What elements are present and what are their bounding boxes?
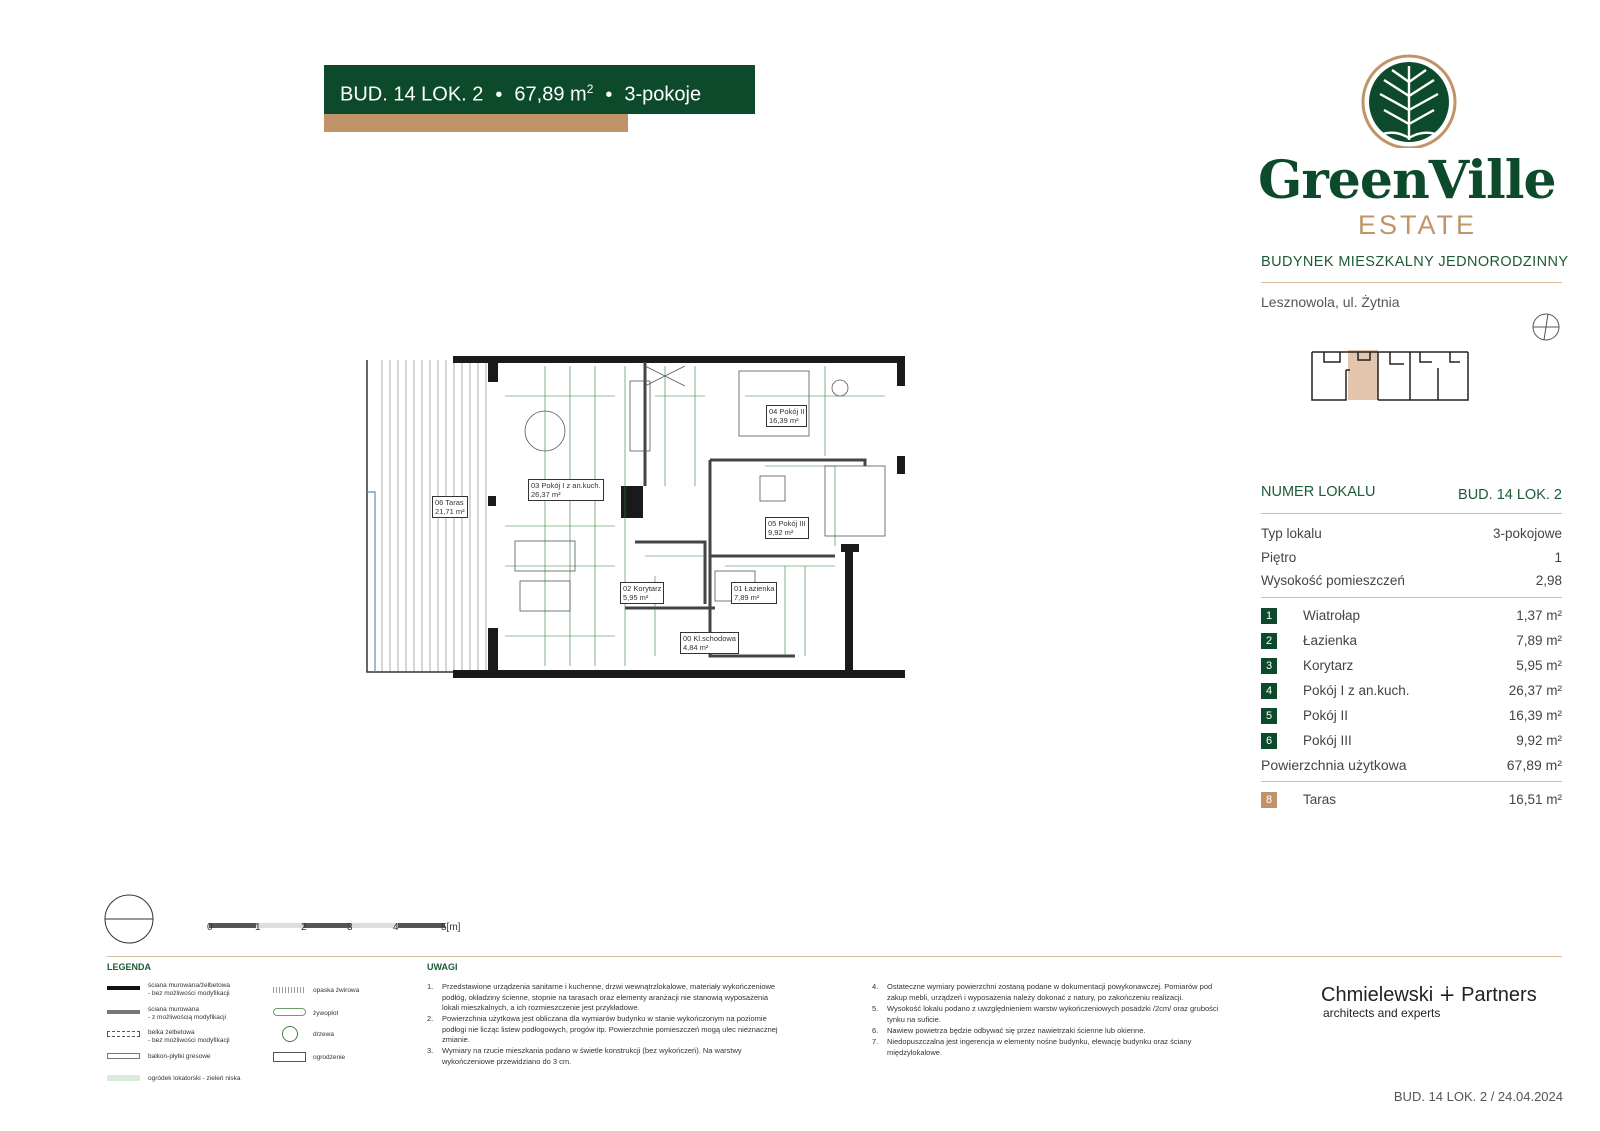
prop-label: Wysokość pomieszczeń — [1261, 573, 1405, 588]
plan-room-area: 7,89 m² — [734, 593, 760, 602]
prop-label: Piętro — [1261, 550, 1297, 565]
compass-icon — [1531, 312, 1561, 342]
room-name: Pokój III — [1303, 733, 1352, 748]
legend-swatch-fence — [273, 1052, 306, 1062]
room-name: Pokój I z an.kuch. — [1303, 683, 1410, 698]
divider — [1261, 513, 1562, 514]
banner-rooms: 3-pokoje — [624, 83, 702, 106]
scale-bar — [209, 923, 445, 928]
divider — [1261, 282, 1562, 283]
room-name: Wiatrołap — [1303, 608, 1361, 623]
room-area: 16,51 m² — [1508, 792, 1562, 807]
note-text: Nawiew powietrza będzie odbywać się przez nawietrzaki ścienne lub okienne. — [887, 1026, 1146, 1035]
total-value: 67,89 m² — [1506, 757, 1562, 773]
room-number: 1 — [1261, 608, 1277, 624]
plan-room-name: 05 Pokój III — [768, 519, 806, 528]
total-row — [1261, 757, 1562, 779]
banner-area: 67,89 m — [514, 83, 587, 106]
room-number: 3 — [1261, 658, 1277, 674]
legend-item: drzewa — [313, 1031, 334, 1038]
room-area: 16,39 m² — [1508, 708, 1562, 723]
legend-item: belka żelbetowa - bez możliwości modyfikacji — [148, 1029, 230, 1044]
plan-label-taras — [432, 496, 468, 518]
tree-logo-icon — [1356, 52, 1462, 148]
note-text: Ostateczne wymiary powierzchni zostaną podane w dokumentacji powykonawczej. Pomiarów pod zakup mebli, urządzeń i wyposażenia należy dokonać z natury, po zakończeniu realizacji. — [887, 982, 1213, 1002]
north-arrow-icon — [103, 893, 155, 945]
legend-item: ogrodzenie — [313, 1054, 346, 1061]
legend-swatch-balcony — [107, 1053, 140, 1059]
scale-tick: 0 — [207, 922, 213, 933]
legend-item: ogródek lokatorski - zieleń niska — [148, 1075, 241, 1082]
legend-swatch-beam — [107, 1031, 140, 1037]
tree-icon — [282, 1026, 298, 1042]
banner-unit: BUD. 14 LOK. 2 — [340, 83, 484, 106]
architect-name: Chmielewski ∔ Partners — [1321, 984, 1537, 1006]
plan-label-klatka — [680, 632, 739, 654]
legend-item: ściana murowana/żelbetowa - bez możliwości modyfikacji — [148, 982, 231, 997]
room-name: Korytarz — [1303, 658, 1354, 673]
plan-label-pokoj-1 — [528, 479, 604, 501]
scale-tick: 3 — [347, 922, 353, 933]
legend-swatch-wall — [107, 986, 140, 990]
plan-room-area: 5,95 m² — [623, 593, 649, 602]
prop-value: 3-pokojowe — [1492, 526, 1562, 541]
room-number: 2 — [1261, 633, 1277, 649]
scale-tick: 2 — [301, 922, 307, 933]
scale-tick: 4 — [393, 922, 399, 933]
legend-swatch-gravel — [273, 987, 306, 993]
total-label: Powierzchnia użytkowa — [1261, 757, 1407, 773]
room-number: 5 — [1261, 708, 1277, 724]
note-text: Powierzchnia użytkowa jest obliczana dla wymiarów budynku w stanie wykończonym na poziomie podłogi nie licząc listew podłogowych, progów itp. Powierzchnie pomieszczeń mogą ulec nieznacznej zmianie. — [442, 1014, 778, 1044]
room-number: 6 — [1261, 733, 1277, 749]
divider — [1261, 781, 1562, 782]
room-area: 26,37 m² — [1508, 683, 1562, 698]
room-row — [1261, 633, 1562, 655]
address: Lesznowola, ul. Żytnia — [1261, 294, 1400, 310]
room-number: 8 — [1261, 792, 1277, 808]
room-row — [1261, 658, 1562, 680]
architect-sub: architects and experts — [1323, 1006, 1441, 1020]
notes-title: UWAGI — [427, 962, 458, 972]
scale-tick: 1 — [255, 922, 261, 933]
plan-room-area: 9,92 m² — [768, 528, 794, 537]
terrace-row — [1261, 792, 1562, 814]
scale-tick: 5[m] — [441, 922, 461, 933]
plan-room-area: 16,39 m² — [769, 416, 799, 425]
plan-room-name: 00 Kl.schodowa — [683, 634, 736, 643]
prop-value: 2,98 — [1535, 573, 1562, 588]
brand-name: GreenVille — [1258, 150, 1556, 211]
room-area: 5,95 m² — [1516, 658, 1562, 673]
note-number: 3. — [427, 1046, 434, 1055]
note-number: 7. — [872, 1037, 879, 1046]
building-type: BUDYNEK MIESZKALNY JEDNORODZINNY — [1261, 254, 1569, 270]
plan-room-area: 21,71 m² — [435, 507, 465, 516]
legend-swatch-wall-mod — [107, 1010, 140, 1014]
note-text: Przedstawione urządzenia sanitarne i kuchenne, drzwi wewnątrzlokalowe, materiały wykończeniowe podłóg, okładziny ścienne, stopnie na tarasach oraz elementy aranżacji nie stanowią wyposażenia lokali mieszkalnych, a ich rozmieszczenie jest przykładowe. — [442, 982, 776, 1012]
room-number: 4 — [1261, 683, 1277, 699]
note-number: 5. — [872, 1004, 879, 1013]
plan-room-name: 03 Pokój I z an.kuch. — [531, 481, 601, 490]
unit-number-label: NUMER LOKALU — [1261, 484, 1376, 500]
plan-room-name: 04 Pokój II — [769, 407, 805, 416]
room-name: Taras — [1303, 792, 1337, 807]
plan-label-korytarz — [620, 582, 664, 604]
legend-swatch-garden — [107, 1075, 140, 1081]
room-area: 9,92 m² — [1516, 733, 1562, 748]
note-number: 2. — [427, 1014, 434, 1023]
room-row — [1261, 683, 1562, 705]
legend-item: ściana murowana - z możliwością modyfikacji — [148, 1006, 227, 1021]
unit-banner: BUD. 14 LOK. 2 • 67,89 $m^2$ • 3-pokoje — [324, 65, 755, 114]
banner-area-sup: 2 — [586, 82, 594, 96]
plan-label-pokoj-3 — [765, 517, 809, 539]
prop-row — [1261, 573, 1562, 595]
plan-room-name: 02 Korytarz — [623, 584, 662, 593]
legend-item: żywopłot — [313, 1010, 339, 1017]
room-row — [1261, 733, 1562, 755]
prop-row — [1261, 526, 1562, 548]
legend-title: LEGENDA — [107, 962, 152, 972]
note-text: Wysokość lokalu podano z uwzględnieniem warstw wykończeniowych posadzki /2cm/ oraz grubości tynku na suficie. — [887, 1004, 1219, 1024]
divider — [1261, 597, 1562, 598]
note-text: Niedopuszczalna jest ingerencja w elementy nośne budynku, elewację budynku oraz ściany międzylokalowe. — [887, 1037, 1192, 1057]
plan-label-pokoj-2 — [766, 405, 807, 427]
room-area: 7,89 m² — [1516, 633, 1562, 648]
site-key-plan — [1310, 348, 1472, 404]
plan-label-lazienka — [731, 582, 777, 604]
room-row — [1261, 708, 1562, 730]
brand-sub: ESTATE — [1358, 210, 1478, 240]
legend-item: balkon-płytki gresowe — [148, 1053, 211, 1060]
room-name: Łazienka — [1303, 633, 1358, 648]
plan-room-name: 06 Taras — [435, 498, 464, 507]
note-text: Wymiary na rzucie mieszkania podano w świetle konstrukcji (bez wykończeń). Na warstwy wykończeniowe przewidziano do 3 cm. — [442, 1046, 742, 1066]
divider — [107, 956, 1562, 957]
note-number: 6. — [872, 1026, 879, 1035]
prop-label: Typ lokalu — [1261, 526, 1322, 541]
plan-room-area: 26,37 m² — [531, 490, 561, 499]
legend-item: opaska żwirowa — [313, 987, 360, 994]
note-number: 4. — [872, 982, 879, 991]
footer-ref: BUD. 14 LOK. 2 / 24.04.2024 — [1393, 1089, 1563, 1104]
room-name: Pokój II — [1303, 708, 1349, 723]
prop-row — [1261, 550, 1562, 572]
legend-swatch-hedge — [273, 1008, 306, 1016]
prop-value: 1 — [1554, 550, 1562, 565]
note-number: 1. — [427, 982, 434, 991]
unit-number-value: BUD. 14 LOK. 2 — [1458, 487, 1562, 503]
room-row — [1261, 608, 1562, 630]
room-area: 1,37 m² — [1516, 608, 1562, 623]
plan-room-name: 01 Łazienka — [734, 584, 775, 593]
plan-room-area: 4,84 m² — [683, 643, 709, 652]
